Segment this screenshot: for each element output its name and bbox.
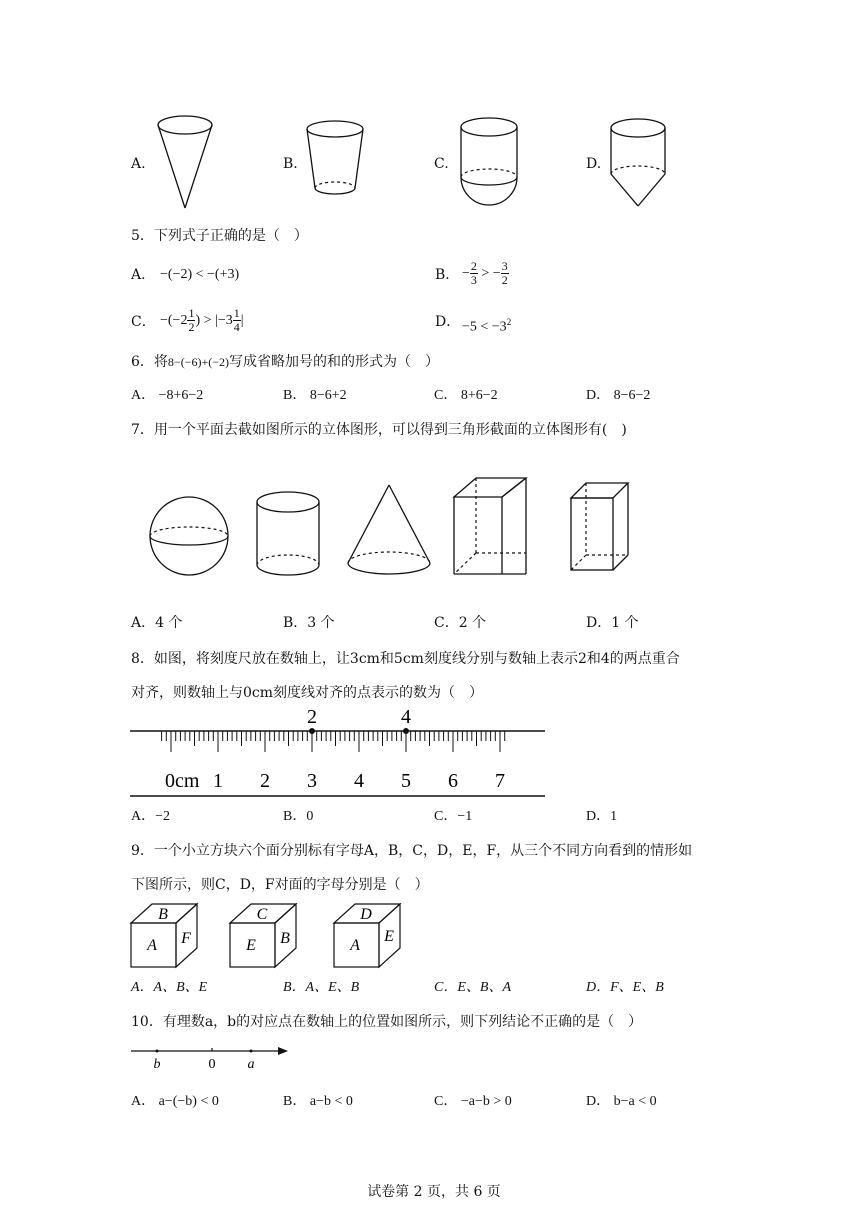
q7-figure-triangular-prism (452, 475, 532, 580)
q5-option-b-label: B． (435, 267, 460, 283)
q4-option-c-label: C. (434, 156, 449, 172)
q5-option-c-expr (160, 303, 244, 339)
q5-b-fraction-1 (470, 260, 478, 287)
q7-stem: 7．用一个平面去截如图所示的立体图形，可以得到三角形截面的立体图形有( ) (131, 422, 627, 438)
q9-option-a: A．A、B、E (131, 980, 208, 995)
q5-b-frac2-num: 3 (501, 259, 508, 274)
cube2-top-letter: C (256, 906, 268, 923)
q10-option-c: C． −a−b > 0 (434, 1094, 512, 1109)
q6-option-b: B． 8−6+2 (283, 388, 347, 403)
q7-option-b: B．3 个 (283, 615, 335, 631)
q7-figure-cylinder (255, 490, 325, 580)
q4-figure-b-frustum (300, 118, 370, 198)
q10-stem: 10．有理数a，b的对应点在数轴上的位置如图所示，则下列结论不正确的是（ ） (131, 1014, 643, 1030)
q5-d-base: −5 < −3 (462, 319, 507, 335)
q6-option-c: C． 8+6−2 (434, 388, 498, 403)
q5-option-a-expr: −(−2) < −(+3) (160, 267, 240, 282)
q5-b-frac1-den: 3 (470, 273, 477, 288)
q4-figure-d-cylinder-cone (605, 116, 675, 211)
axis-point-2 (309, 728, 315, 734)
q9-option-c: C．E、B、A (434, 980, 511, 995)
q7-figure-rectangular-prism (568, 480, 633, 575)
ruler-ticks (162, 731, 505, 752)
page-footer: 试卷第 2 页，共 6 页 (367, 1184, 501, 1200)
axis-point-4 (403, 728, 409, 734)
ruler-label: 5 (401, 770, 411, 792)
ruler-label: 6 (448, 770, 458, 792)
q10-point-0: 0 (208, 1057, 216, 1072)
cube3-top-letter: D (360, 906, 372, 923)
q7-option-d: D．1 个 (586, 615, 639, 631)
q6-stem-post: 写成省略加号的和的形式为（ ） (228, 354, 439, 370)
q10-point-b: b (153, 1057, 161, 1072)
q4-figure-c-cylinder-hemisphere (455, 115, 525, 210)
q4-figure-a-cone (150, 110, 220, 210)
cube1-side-letter: F (181, 930, 191, 947)
q6-option-d: D． 8−6−2 (586, 388, 651, 403)
q5-c-frac2-num: 1 (233, 306, 240, 321)
q6-stem (131, 353, 439, 371)
axis-label-2: 2 (307, 706, 317, 728)
cube1-front-letter: A (147, 937, 157, 954)
ruler-label: 3 (307, 770, 317, 792)
ruler-label: 4 (354, 770, 364, 792)
q5-b-frac1-num: 2 (470, 259, 477, 274)
q5-c-mid: ) > |−3 (195, 313, 233, 328)
q5-b-frac2-den: 2 (501, 273, 508, 288)
q6-option-a: A． −8+6−2 (131, 388, 204, 403)
q4-option-d-label: D. (586, 156, 602, 172)
q5-c-frac1-num: 1 (188, 306, 195, 321)
q5-c-end: | (240, 313, 244, 328)
q8-option-b: B．0 (283, 809, 314, 824)
q5-option-d-label: D． (435, 314, 461, 330)
q5-c-pre: −(−2 (160, 313, 188, 328)
q8-stem-line2: 对齐，则数轴上与0cm刻度线对齐的点表示的数为（ ） (131, 685, 484, 701)
q7-option-a: A．4 个 (131, 615, 183, 631)
q5-d-exponent: 2 (506, 317, 512, 327)
axis-label-4: 4 (401, 706, 411, 728)
ruler-labels (165, 770, 505, 792)
cube3-side-letter: E (384, 928, 394, 945)
ruler-label: 0cm (165, 770, 200, 792)
q5-option-b-expr (462, 256, 509, 292)
q5-c-fraction-2 (233, 307, 241, 334)
q8-option-c: C．−1 (434, 809, 473, 824)
q5-c-frac1-den: 2 (188, 320, 195, 335)
cube1-top-letter: B (158, 906, 168, 923)
q4-option-b-label: B. (283, 156, 298, 172)
ruler-label: 7 (495, 770, 505, 792)
q5-b-minus: − (462, 266, 470, 281)
q7-option-c: C．2 个 (434, 615, 487, 631)
q8-ruler-figure (130, 700, 550, 800)
q5-b-mid: > − (481, 266, 501, 281)
ruler-label: 1 (213, 770, 223, 792)
q10-option-d: D． b−a < 0 (586, 1094, 657, 1109)
q6-stem-pre: 6．将 (131, 354, 168, 370)
q7-figure-sphere (148, 495, 233, 580)
q6-stem-expr: 8−(−6)+(−2) (167, 355, 229, 369)
cube3-front-letter: A (350, 937, 360, 954)
cube2-side-letter: B (280, 930, 290, 947)
q5-c-frac2-den: 4 (233, 320, 240, 335)
q9-option-b: B．A、E、B (283, 980, 360, 995)
q5-stem: 5．下列式子正确的是（ ） (131, 228, 308, 244)
q4-option-a-label: A. (131, 156, 146, 172)
q8-option-d: D．1 (586, 809, 618, 824)
q8-option-a: A．−2 (131, 809, 171, 824)
cube2-front-letter: E (246, 937, 256, 954)
q5-option-a-label: A． (131, 267, 156, 283)
q5-option-d-expr (462, 313, 511, 337)
q10-number-line (130, 1044, 295, 1074)
q9-cube-3 (333, 903, 405, 969)
q5-b-fraction-2 (501, 260, 509, 287)
q8-stem-line1: 8．如图，将刻度尺放在数轴上，让3cm和5cm刻度线分别与数轴上表示2和4的两点重合 (131, 651, 680, 667)
q9-cube-2 (229, 903, 301, 969)
q7-figure-cone (345, 483, 435, 578)
q10-point-a: a (247, 1057, 255, 1072)
q9-option-d: D．F、E、B (586, 980, 664, 995)
q10-option-b: B． a−b < 0 (283, 1094, 353, 1109)
q10-option-a: A． a−(−b) < 0 (131, 1094, 219, 1109)
q9-stem-line2: 下图所示，则C，D，F对面的字母分别是（ ） (131, 877, 429, 893)
q9-stem-line1: 9．一个小立方块六个面分别标有字母A，B，C，D，E，F，从三个不同方向看到的情形如 (131, 843, 693, 859)
q5-option-c-label: C． (131, 314, 156, 330)
ruler-label: 2 (260, 770, 270, 792)
q9-cube-1 (130, 903, 202, 969)
